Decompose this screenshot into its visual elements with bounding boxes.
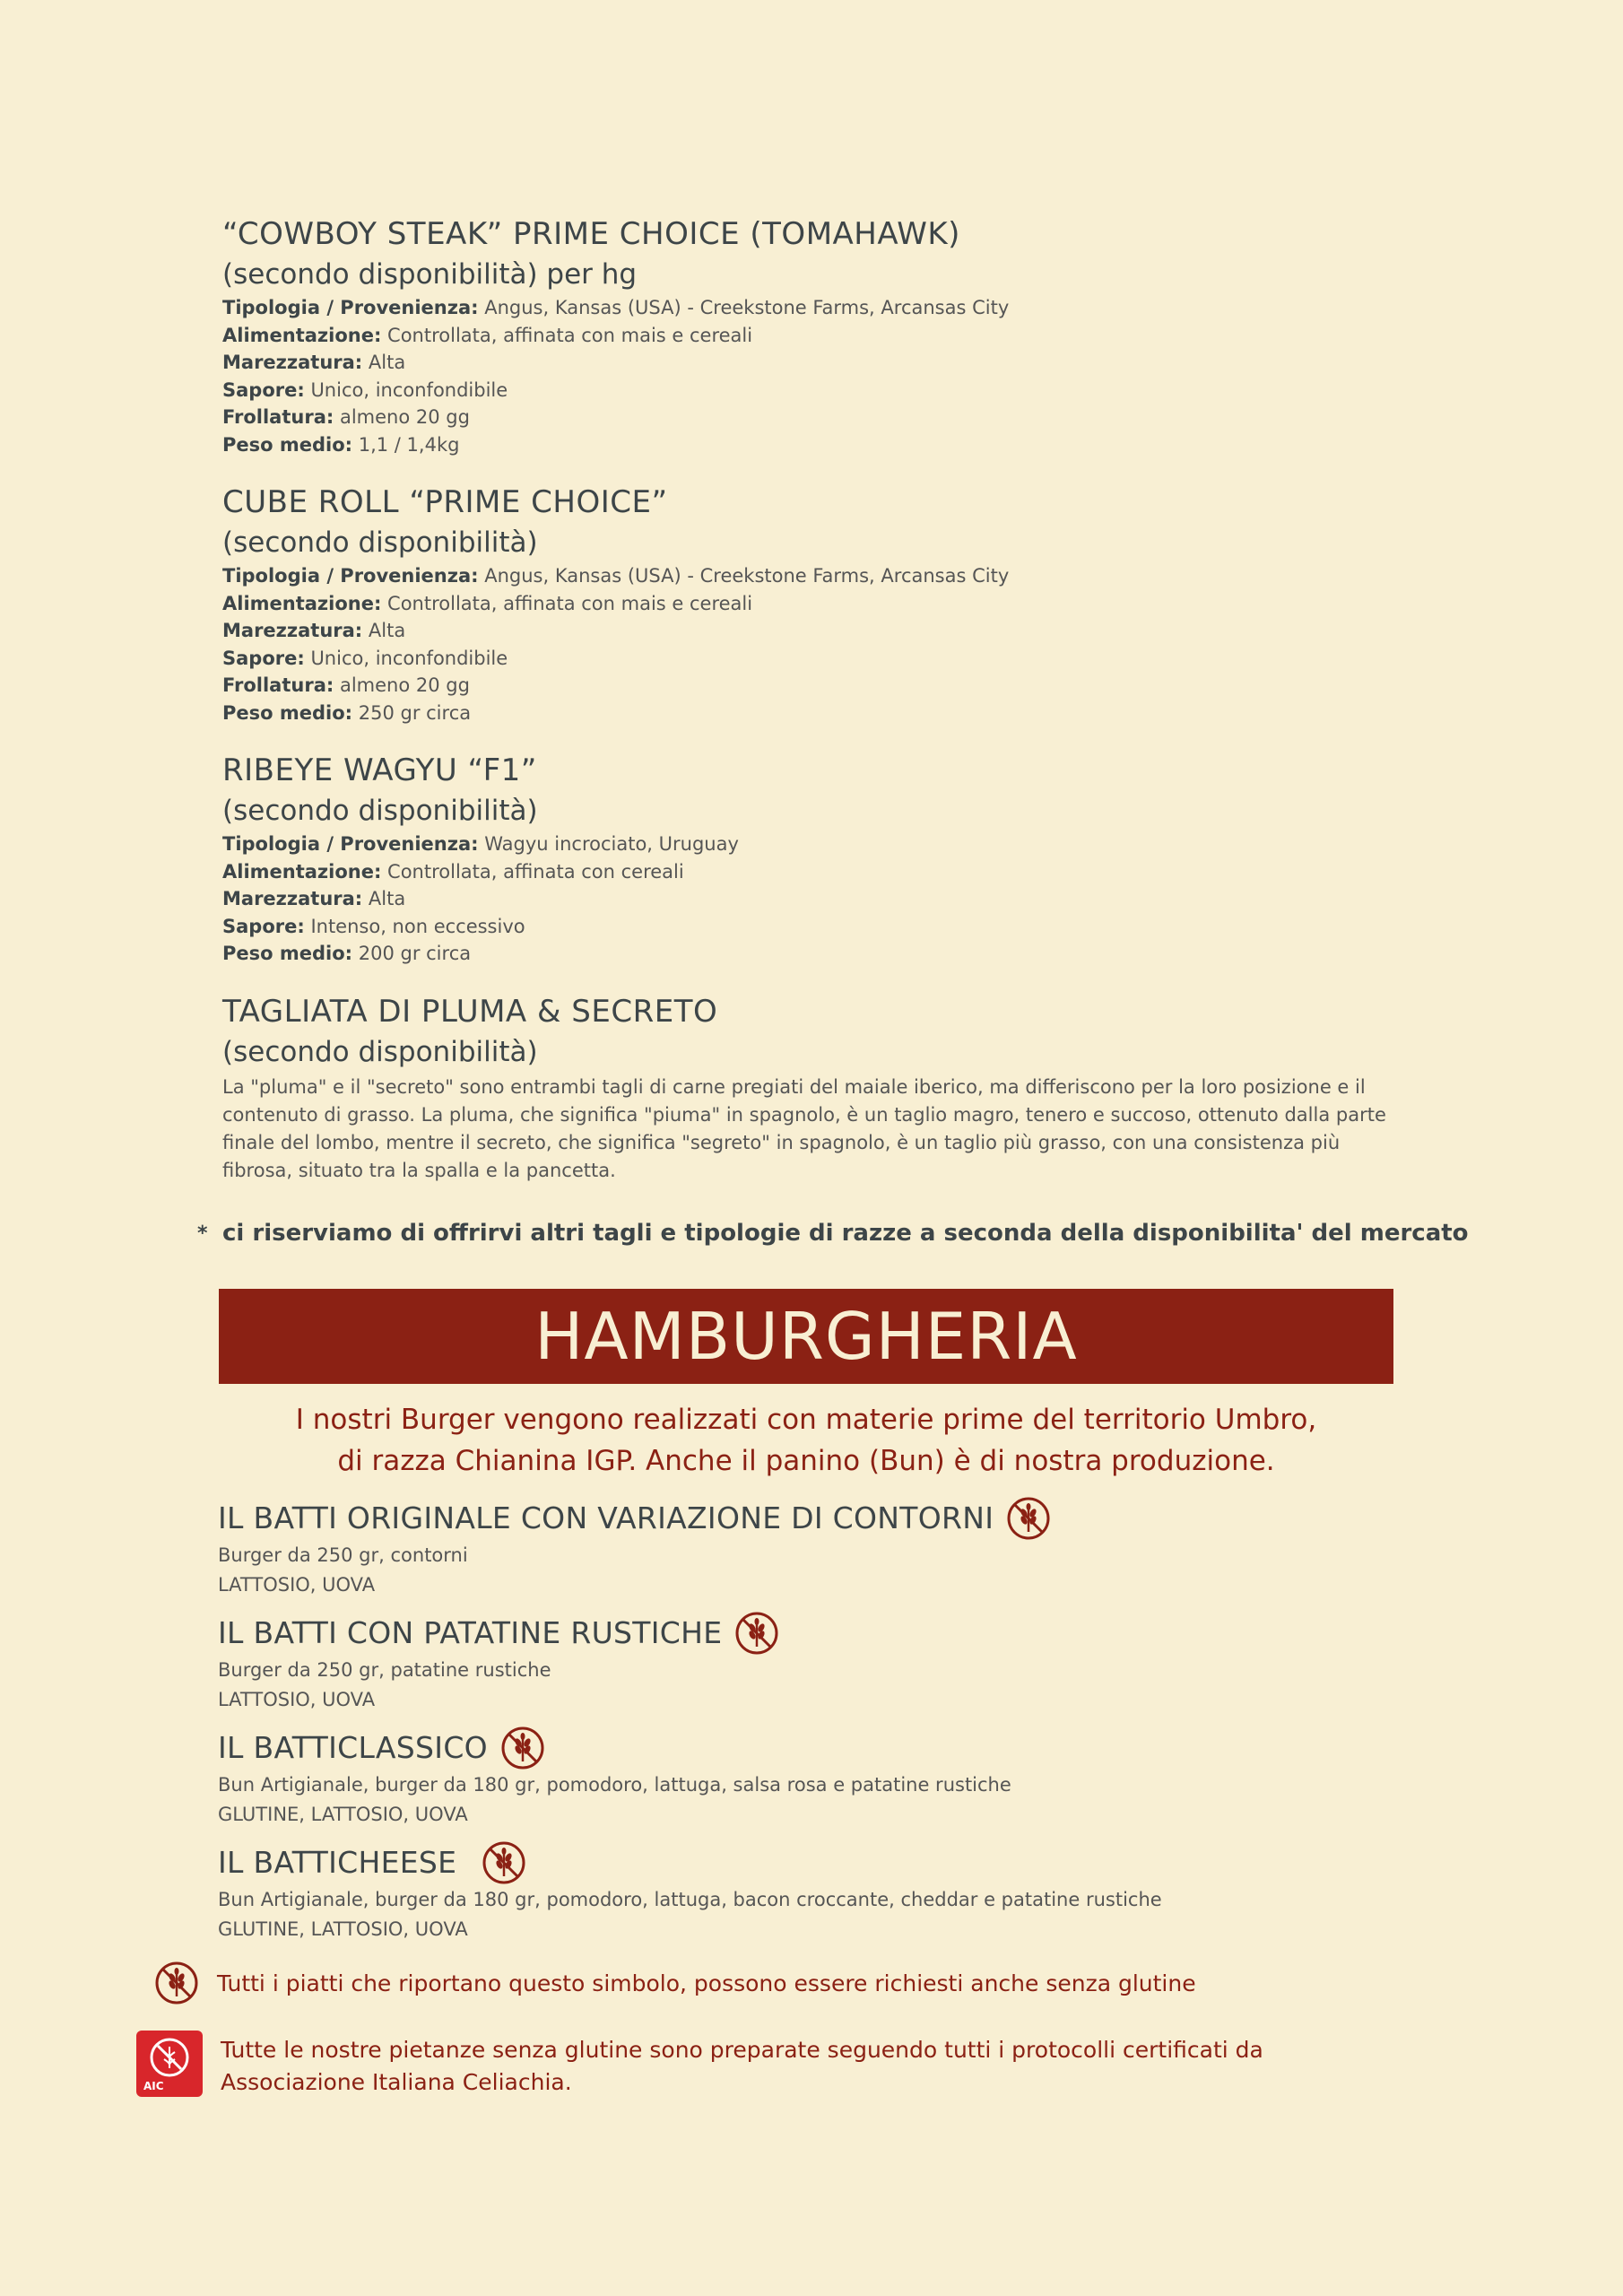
burger-list [218, 1496, 1402, 1955]
burger-description: Burger da 250 gr, contorni [218, 1544, 468, 1566]
detail-key: Peso medio: [222, 433, 353, 456]
burger-allergens: LATTOSIO, UOVA [218, 1574, 376, 1596]
steak-availability: (secondo disponibilità) per hg [222, 258, 638, 291]
steak-item [222, 991, 1397, 1185]
steak-detail [222, 831, 1397, 858]
steak-detail [222, 700, 1397, 727]
burger-name: IL BATTICHEESE [218, 1845, 457, 1880]
burger-title-row [218, 1726, 1402, 1770]
burger-allergens: LATTOSIO, UOVA [218, 1689, 376, 1710]
aic-line: Associazione Italiana Celiachia. [221, 2069, 572, 2095]
detail-key: Marezzatura: [222, 888, 363, 909]
detail-value: Wagyu incrociato, Uruguay [478, 833, 739, 855]
burger-title-row [218, 1840, 1402, 1885]
burger-item [218, 1496, 1402, 1600]
intro-line: I nostri Burger vengono realizzati con materie prime del territorio Umbro, [295, 1404, 1317, 1436]
steak-item [222, 213, 1397, 458]
gluten-free-icon [500, 1726, 545, 1770]
detail-value: 1,1 / 1,4kg [352, 433, 460, 456]
steak-detail [222, 858, 1397, 886]
detail-key: Frollatura: [222, 674, 334, 696]
steak-item [222, 750, 1397, 968]
detail-value: 250 gr circa [352, 701, 472, 724]
burger-name: IL BATTI CON PATATINE RUSTICHE [218, 1615, 723, 1650]
burger-item [218, 1840, 1402, 1944]
detail-value: Alta [362, 620, 406, 641]
detail-key: Frollatura: [222, 406, 334, 428]
burger-intro [219, 1399, 1393, 1482]
note-text: ci riserviamo di offrirvi altri tagli e tipologie di razze a seconda della disponibilita' del mercato [222, 1220, 1469, 1247]
detail-key: Marezzatura: [222, 620, 363, 641]
aic-line: Tutte le nostre pietanze senza glutine sono preparate seguendo tutti i protocolli certificati da [221, 2037, 1263, 2063]
detail-key: Alimentazione: [222, 860, 382, 883]
burger-allergens: GLUTINE, LATTOSIO, UOVA [218, 1804, 468, 1825]
gluten-free-icon [1006, 1496, 1051, 1541]
detail-value: Alta [362, 888, 406, 909]
burger-description: Bun Artigianale, burger da 180 gr, pomodoro, lattuga, salsa rosa e patatine rustiche [218, 1774, 1011, 1796]
gluten-free-icon [154, 1961, 199, 2005]
steak-detail [222, 431, 1397, 459]
gluten-free-icon [734, 1611, 779, 1656]
steak-item [222, 482, 1397, 726]
burger-name: IL BATTICLASSICO [218, 1730, 488, 1765]
steak-name: “COWBOY STEAK” PRIME CHOICE (TOMAHAWK) [222, 216, 960, 252]
burger-description: Burger da 250 gr, patatine rustiche [218, 1659, 551, 1681]
detail-value: 200 gr circa [352, 943, 472, 964]
burger-item [218, 1611, 1402, 1715]
intro-line: di razza Chianina IGP. Anche il panino (Bun) è di nostra produzione. [337, 1445, 1275, 1477]
detail-key: Alimentazione: [222, 592, 382, 614]
gluten-free-legend-text: Tutti i piatti che riportano questo simbolo, possono essere richiesti anche senza glutine [217, 1970, 1196, 1996]
steak-detail [222, 404, 1397, 431]
detail-key: Peso medio: [222, 701, 353, 724]
detail-key: Sapore: [222, 647, 305, 669]
steak-detail [222, 294, 1397, 322]
steak-availability: (secondo disponibilità) [222, 526, 538, 559]
steak-detail [222, 377, 1397, 404]
steak-name: RIBEYE WAGYU “F1” [222, 752, 537, 788]
burger-title-row [218, 1611, 1402, 1656]
detail-key: Marezzatura: [222, 352, 363, 373]
burger-title-row [218, 1496, 1402, 1541]
aic-logo-graphic [136, 2031, 203, 2097]
aic-logo-icon [136, 2031, 203, 2097]
aic-legend [136, 2031, 1263, 2099]
steak-detail [222, 562, 1397, 590]
detail-value: Angus, Kansas (USA) - Creekstone Farms, Arcansas City [478, 297, 1010, 318]
asterisk: * [197, 1222, 208, 1245]
detail-value: Controllata, affinata con mais e cereali [381, 592, 753, 614]
steak-detail [222, 940, 1397, 968]
detail-key: Tipologia / Provenienza: [222, 565, 479, 587]
detail-value: almeno 20 gg [334, 406, 470, 428]
detail-key: Tipologia / Provenienza: [222, 297, 479, 318]
steak-detail [222, 590, 1397, 618]
detail-key: Alimentazione: [222, 324, 382, 346]
steak-name: TAGLIATA DI PLUMA & SECRETO [222, 993, 718, 1030]
detail-value: Unico, inconfondibile [304, 647, 508, 669]
detail-value: Controllata, affinata con mais e cereali [381, 324, 753, 346]
steak-detail [222, 645, 1397, 673]
aic-legend-text [221, 2034, 1263, 2099]
detail-value: Intenso, non eccessivo [304, 915, 525, 937]
steak-name: CUBE ROLL “PRIME CHOICE” [222, 484, 668, 520]
steak-detail [222, 617, 1397, 645]
gluten-free-legend [154, 1961, 1196, 2005]
availability-note [197, 1220, 1469, 1247]
detail-key: Peso medio: [222, 943, 353, 964]
detail-value: Controllata, affinata con cereali [381, 860, 684, 883]
steak-detail [222, 885, 1397, 913]
steak-detail [222, 672, 1397, 700]
aic-logo-text: AIC [143, 2080, 164, 2092]
steak-description: La "pluma" e il "secreto" sono entrambi tagli di carne pregiati del maiale iberico, ma differiscono per la loro posizione e il contenuto di grasso. La pluma, che significa "piuma" in spagnolo, è un taglio magro, tenero e succoso, ottenuto dalla parte finale del lombo, mentre il secreto, che significa "segreto" in spagnolo, è un taglio più grasso, con una consistenza più fibrosa, situato tra la spalla e la pancetta. [222, 1075, 1386, 1181]
burger-allergens: GLUTINE, LATTOSIO, UOVA [218, 1918, 468, 1940]
detail-key: Tipologia / Provenienza: [222, 833, 479, 855]
steak-detail [222, 913, 1397, 941]
detail-value: Angus, Kansas (USA) - Creekstone Farms, Arcansas City [478, 565, 1010, 587]
section-banner: HAMBURGHERIA [219, 1289, 1393, 1384]
detail-value: almeno 20 gg [334, 674, 470, 696]
burger-name: IL BATTI ORIGINALE CON VARIAZIONE DI CONTORNI [218, 1500, 994, 1535]
burger-description: Bun Artigianale, burger da 180 gr, pomodoro, lattuga, bacon croccante, cheddar e patatine rustiche [218, 1889, 1162, 1910]
detail-value: Unico, inconfondibile [304, 378, 508, 401]
gluten-free-icon [482, 1840, 526, 1885]
detail-value: Alta [362, 352, 406, 373]
steak-detail [222, 322, 1397, 350]
detail-key: Sapore: [222, 378, 305, 401]
steak-detail [222, 349, 1397, 377]
burger-item [218, 1726, 1402, 1830]
steak-section [222, 213, 1397, 1208]
steak-availability: (secondo disponibilità) [222, 1035, 538, 1068]
detail-key: Sapore: [222, 915, 305, 937]
steak-availability: (secondo disponibilità) [222, 795, 538, 827]
